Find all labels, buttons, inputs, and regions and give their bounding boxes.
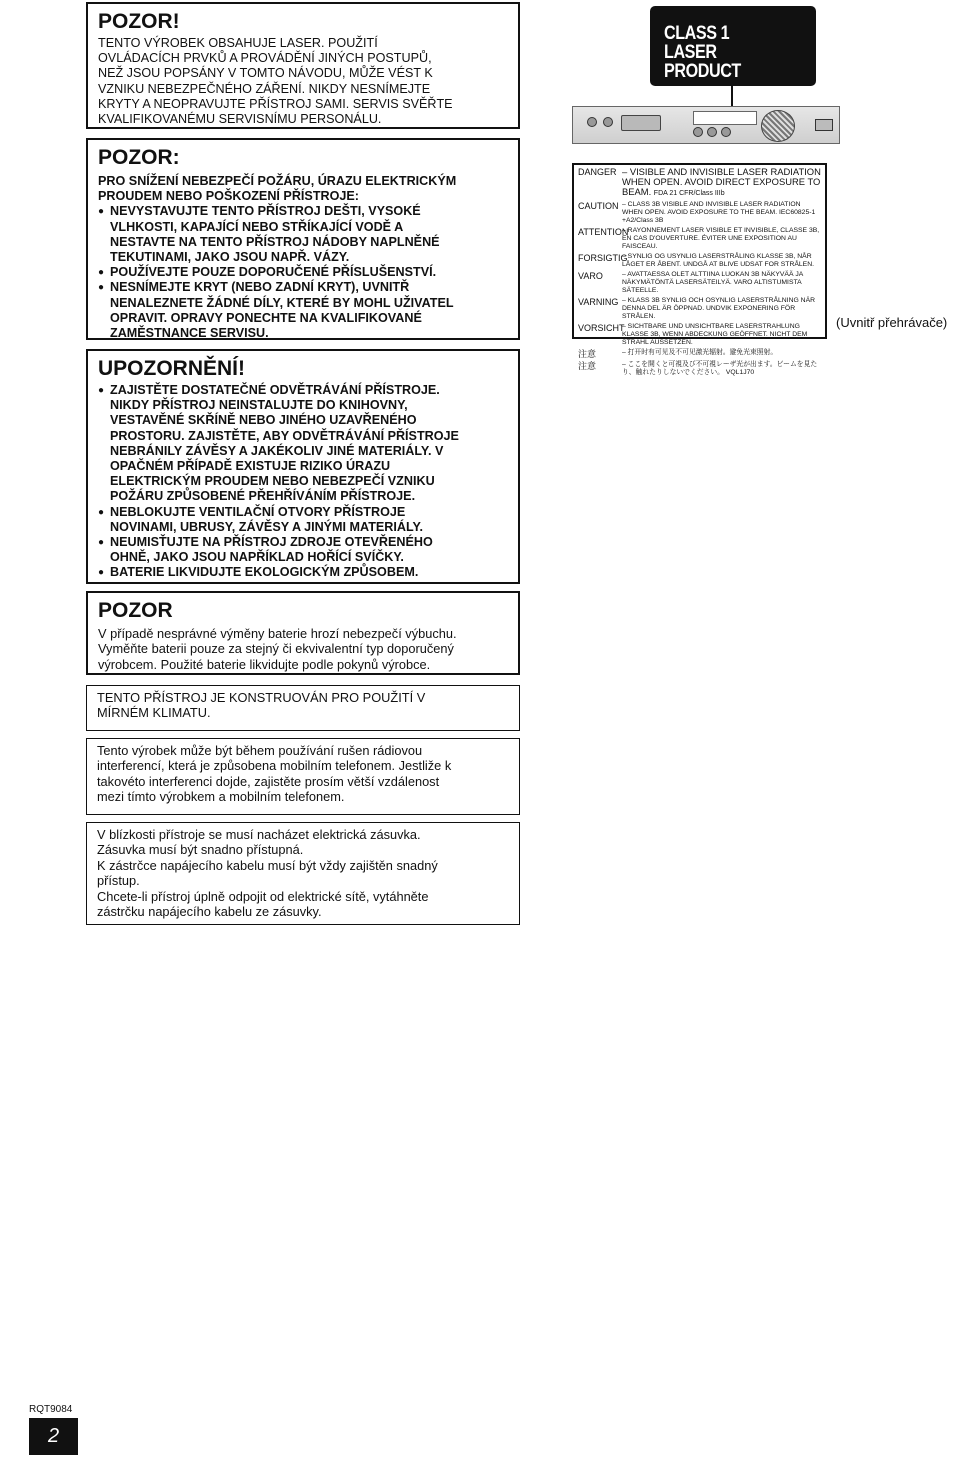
warning-row: FORSIGTIG – SYNLIG OG USYNLIG LASERSTRÅLING KLASSE 3B, NÅR LÅGET ER ÅBENT. UNDGÅ AT BLIVE UDSAT FOR STRÅLEN. [578,253,814,268]
scart-connector-icon [621,115,661,131]
jack-icon [693,127,703,137]
warning-row: VARNING – KLASS 3B SYNLIG OCH OSYNLIG LASERSTRÅLNING NÄR DENNA DEL ÄR ÖPPNAD. UNDVIK EXPONERING FÖR STRÅLEN. [578,297,816,320]
list-item: ● NESNÍMEJTE KRYT (NEBO ZADNÍ KRYT), UVNITŘ NENALEZNETE ŽÁDNÉ DÍLY, KTERÉ BY MOHL UŽIVATEL OPRAVIT. OPRAVY PONECHTE NA KVALIFIKOVANÉ ZAMĚSTNANCE SERVISU. [98,280,508,341]
box-heading: POZOR! [98,10,180,33]
jack-icon [707,127,717,137]
box-heading: POZOR: [98,146,180,169]
label-line-1: CLASS 1 [664,23,730,44]
interference-notice-box [86,738,520,815]
warning-intro: PRO SNÍŽENÍ NEBEZPEČÍ POŽÁRU, ÚRAZU ELEKTRICKÝM PROUDEM NEBO POŠKOZENÍ PŘÍSTROJE: [98,174,457,204]
document-code: RQT9084 [29,1404,73,1415]
jack-icon [721,127,731,137]
battery-text: V případě nesprávné výměny baterie hrozí nebezpečí výbuchu. Vyměňte baterii pouze za stejný či ekvivalentní typ doporučený výrobcem. Použité baterie likvidujte podle pokynů výrobce. [98,626,457,672]
warning-row: 注意 – ここを開くと可視及び不可視レーザ光が出ます。ビームを見たり、触れたりしないでください。 VQL1J70 [578,361,818,376]
list-item: ● BATERIE LIKVIDUJTE EKOLOGICKÝM ZPŮSOBEM. [98,565,508,580]
laser-warning-box [86,2,520,129]
page-number: 2 [29,1418,78,1455]
fire-shock-warning-box [86,138,520,340]
warning-row: DANGER – VISIBLE AND INVISIBLE LASER RADIATION WHEN OPEN. AVOID DIRECT EXPOSURE TO BEAM. FDA 21 CFR/Class IIIb [578,166,821,197]
climate-text: TENTO PŘÍSTROJ JE KONSTRUOVÁN PRO POUŽITÍ V MÍRNÉM KLIMATU. [97,690,426,721]
socket-text: V blízkosti přístroje se musí nacházet elektrická zásuvka. Zásuvka musí být snadno přístupná. K zástrčce napájecího kabelu musí být vždy zajištěn snadný přístup. Chcete-li přístroj úplně odpojit od elektrické sítě, vytáhněte zástrčku napájecího kabelu ze zásuvky. [97,827,438,920]
box-heading: POZOR [98,599,173,622]
warning-row: ATTENTION – RAYONNEMENT LASER VISIBLE ET INVISIBLE, CLASSE 3B, EN CAS D'OUVERTURE. ÉVITER UNE EXPOSITION AU FAISCEAU. [578,227,820,250]
climate-notice-box [86,685,520,731]
warning-row: VARO – AVATTAESSA OLET ALTTIINA LUOKAN 3B NÄKYVÄÄ JA NÄKYMÄTÖNTÄ LASERSÄTEILYÄ. VARO ALTISTUMISTA SÄTEELLE. [578,271,803,294]
list-item: ● NEBLOKUJTE VENTILAČNÍ OTVORY PŘÍSTROJE NOVINAMI, UBRUSY, ZÁVĚSY A JINÝMI MATERIÁLY. [98,505,508,535]
warning-row: VORSICHT – SICHTBARE UND UNSICHTBARE LASERSTRAHLUNG KLASSE 3B, WENN ABDECKUNG GEÖFFNET. NICHT DEM STRAHL AUSSETZEN. [578,323,808,346]
list-item: ● NEUMISŤUJTE NA PŘÍSTROJ ZDROJE OTEVŘENÉHO OHNĚ, JAKO JSOU NAPŘÍKLAD HOŘÍCÍ SVÍČKY. [98,535,508,565]
fan-icon [761,110,795,142]
battery-warning-box [86,591,520,675]
list-item: ● NEVYSTAVUJTE TENTO PŘÍSTROJ DEŠTI, VYSOKÉ VLHKOSTI, KAPAJÍCÍ NEBO STŘÍKAJÍCÍ VODĚ A NESTAVTE NA TENTO PŘÍSTROJ NÁDOBY NAPLNĚNÉ TEKUTINAMI, JAKO JSOU NAPŘ. VÁZY. [98,204,508,265]
interference-text: Tento výrobek může být během používání rušen rádiovou interferencí, která je způsobena mobilním telefonem. Jestliže k takovéto interferenci dojde, zajistěte prosím větší vzdálenost mezi tímto výrobkem a mobilním telefonem. [97,743,452,805]
jack-icon [603,117,613,127]
list-item: ● ZAJISTĚTE DOSTATEČNÉ ODVĚTRÁVÁNÍ PŘÍSTROJE. NIKDY PŘÍSTROJ NEINSTALUJTE DO KNIHOVNY, VESTAVĚNÉ SKŘÍNĚ NEBO JINÉHO UZAVŘENÉHO PROSTORU. ZAJISTĚTE, ABY ODVĚTRÁVÁNÍ PŘÍSTROJE NEBRÁNILY ZÁVĚSY A JAKÉKOLIV JINÉ MATERIÁLY. V OPAČNÉM PŘÍPADĚ EXISTUJE RIZIKO ÚRAZU ELEKTRICKÝM PROUDEM NEBO NEBEZPEČÍ VZNIKU POŽÁRU ZPŮSOBENÉ PŘEHŘÍVÁNÍM PŘÍSTROJE. [98,383,508,505]
player-rear-panel-illustration [572,106,840,144]
label-location-caption: (Uvnitř přehrávače) [836,315,948,330]
socket-notice-box [86,822,520,925]
warning-text: TENTO VÝROBEK OBSAHUJE LASER. POUŽITÍ OVLÁDACÍCH PRVKŮ A PROVÁDĚNÍ JINÝCH POSTUPŮ, NEŽ JSOU POPSÁNY V TOMTO NÁVODU, MŮŽE VÉST K VZNIKU NEBEZPEČNÉHO ZÁŘENÍ. NIKDY NESNÍMEJTE KRYTY A NEOPRAVUJTE PŘÍSTROJ SAMI. SERVIS SVĚŘTE KVALIFIKOVANÉMU SERVISNÍMU PERSONÁLU. [98,36,453,127]
label-line-2: LASER PRODUCT [664,42,741,82]
class1-laser-label [650,6,816,86]
power-inlet-icon [815,119,833,131]
warning-row: 注意 – 打开时有可见及不可见激光辐射。避免光束照射。 [578,349,778,359]
box-heading: UPOZORNĚNÍ! [98,357,245,380]
warning-row: CAUTION – CLASS 3B VISIBLE AND INVISIBLE LASER RADIATION WHEN OPEN. AVOID EXPOSURE TO THE BEAM. IEC60825-1 +A2/Class 3B [578,201,816,224]
jack-icon [587,117,597,127]
list-item: ● POUŽÍVEJTE POUZE DOPORUČENÉ PŘÍSLUŠENSTVÍ. [98,265,508,280]
multilingual-laser-warning-label [572,163,827,376]
ventilation-warning-box [86,349,520,584]
rear-sticker [693,111,757,125]
